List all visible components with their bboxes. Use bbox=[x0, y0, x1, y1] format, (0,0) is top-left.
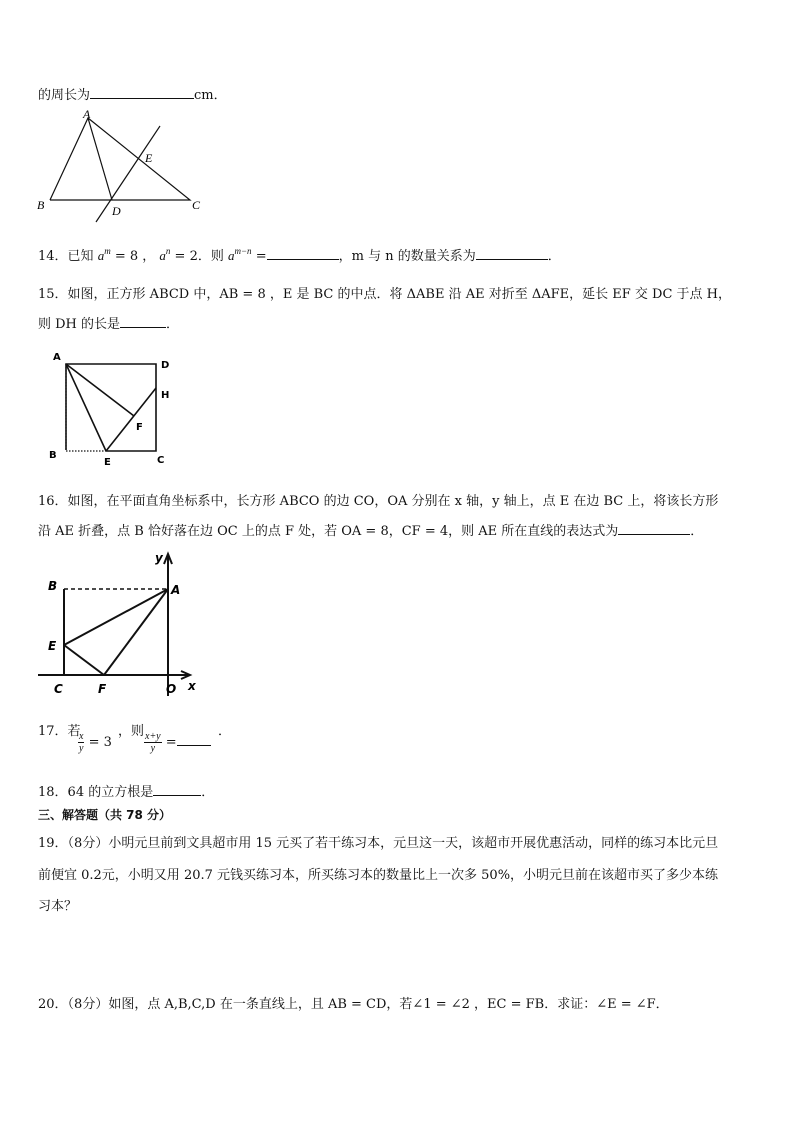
label-D: D bbox=[161, 360, 170, 371]
q16-coordinate-figure bbox=[38, 548, 204, 698]
q17-expression bbox=[144, 731, 211, 754]
q17 bbox=[38, 720, 81, 739]
label-C: C bbox=[54, 682, 63, 696]
label-E: E bbox=[104, 457, 111, 468]
q17-cond: = 3 bbox=[88, 735, 112, 750]
a-power-n: $a^n$ bbox=[159, 246, 171, 263]
answer-blank[interactable] bbox=[120, 314, 166, 328]
q14 bbox=[38, 245, 561, 264]
q13-triangle-figure bbox=[34, 106, 214, 224]
answer-blank[interactable] bbox=[153, 782, 201, 796]
label-O: O bbox=[166, 682, 177, 696]
q18 bbox=[38, 781, 214, 800]
label-A: A bbox=[171, 583, 181, 597]
q17-eq: = bbox=[165, 735, 177, 750]
label-C: C bbox=[192, 198, 201, 212]
q14-expr1: = 8 ， bbox=[114, 249, 156, 264]
q18-end: ． bbox=[201, 785, 215, 800]
q19-line3: 习本？ bbox=[38, 899, 78, 914]
q20-line1: 20．（8分）如图，点 A,B,C,D 在一条直线上，且 AB = CD，若∠1 = ∠2 ，EC = FB．求证：∠E = ∠F． bbox=[38, 997, 669, 1012]
label-H: H bbox=[161, 390, 170, 401]
q14-rel-text: ，m 与 n 的数量关系为 bbox=[338, 249, 476, 264]
q16-line1: 16．如图，在平面直角坐标系中，长方形 ABCO 的边 CO，OA 分别在 x 轴，y 轴上，点 E 在边 BC 上，将该长方形 bbox=[38, 494, 719, 509]
q15-line2-text: 则 DH 的长是 bbox=[38, 317, 121, 332]
q16-end: ． bbox=[690, 524, 704, 539]
a-power-m: $a^m$ bbox=[97, 246, 111, 263]
label-E: E bbox=[48, 639, 57, 653]
label-y: y bbox=[155, 551, 163, 565]
q14-expr3: = bbox=[255, 249, 267, 264]
q15-square-figure bbox=[44, 346, 180, 470]
label-x: x bbox=[188, 679, 196, 693]
label-B: B bbox=[49, 450, 57, 461]
q14-expr2: = 2．则 bbox=[174, 249, 224, 264]
q18-text: 18．64 的立方根是 bbox=[38, 785, 154, 800]
q15-end: ． bbox=[166, 317, 180, 332]
label-A: A bbox=[83, 107, 91, 121]
answer-blank[interactable] bbox=[267, 246, 339, 260]
answer-blank[interactable] bbox=[90, 85, 194, 99]
label-C: C bbox=[157, 455, 165, 466]
q16-line2-text: 沿 AE 折叠，点 B 恰好落在边 OC 上的点 F 处，若 OA = 8，CF = 4，则 AE 所在直线的表达式为 bbox=[38, 524, 619, 539]
q17-condition bbox=[78, 731, 112, 754]
fraction-x-over-y: $\frac{x}{y}$ bbox=[79, 731, 84, 754]
q14-end: ． bbox=[547, 249, 561, 264]
q16-line2 bbox=[38, 520, 703, 539]
q15-line2 bbox=[38, 313, 179, 332]
label-B: B bbox=[37, 198, 45, 212]
answer-blank[interactable] bbox=[177, 732, 211, 746]
label-E: E bbox=[145, 151, 153, 165]
answer-blank[interactable] bbox=[618, 521, 690, 535]
label-D: D bbox=[112, 204, 121, 218]
q17-label: 17．若 bbox=[38, 724, 81, 739]
q13-tail bbox=[38, 84, 227, 103]
label-A: A bbox=[53, 352, 61, 363]
q13-unit: cm． bbox=[194, 88, 227, 103]
q14-label: 14．已知 bbox=[38, 249, 94, 264]
q17-end: ． bbox=[218, 724, 232, 739]
a-power-m-minus-n: $a^{m-n}$ bbox=[227, 246, 252, 263]
q19-line1: 19．（8分）小明元旦前到文具超市用 15 元买了若干练习本，元旦这一天，该超市开展优惠活动，同样的练习本比元旦 bbox=[38, 836, 719, 851]
q15-line1: 15．如图，正方形 ABCD 中，AB = 8 ，E 是 BC 的中点．将 ΔABE 沿 AE 对折至 ΔAFE，延长 EF 交 DC 于点 H， bbox=[38, 287, 732, 302]
q19-line2: 前便宜 0.2元，小明又用 20.7 元钱买练习本，所买练习本的数量比上一次多 50%，小明元旦前在该超市买了多少本练 bbox=[38, 868, 719, 883]
label-B: B bbox=[48, 579, 58, 593]
section-title: 三、解答题（共 78 分） bbox=[38, 808, 172, 822]
label-F: F bbox=[98, 682, 107, 696]
q17-mid: ，则 bbox=[118, 724, 145, 739]
fraction-x-plus-y-over-y: $\frac{x+y}{y}$ bbox=[145, 731, 161, 754]
answer-blank[interactable] bbox=[476, 246, 548, 260]
label-F: F bbox=[136, 422, 143, 433]
q13-tail-text: 的周长为 bbox=[38, 88, 91, 103]
